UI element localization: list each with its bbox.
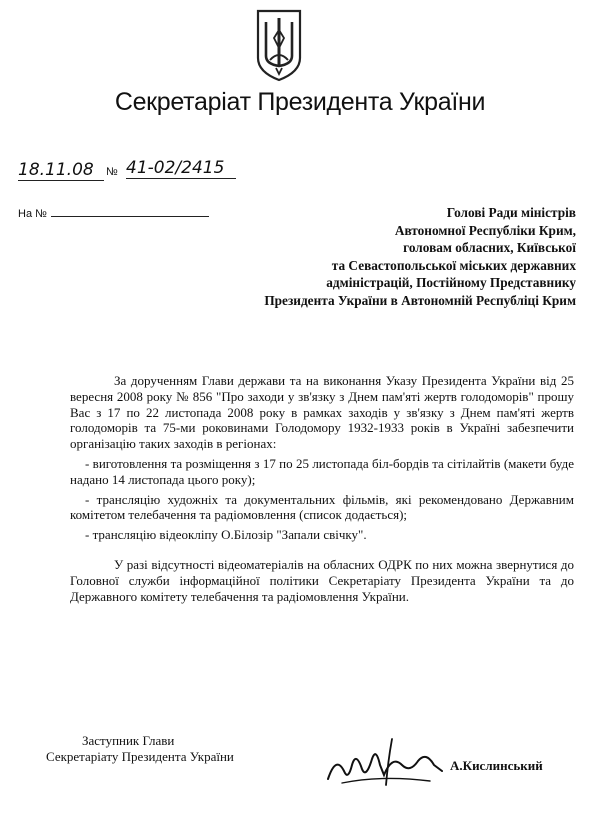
position-line: Секретаріату Президента України xyxy=(46,749,234,764)
addressee-line: головам обласних, Київської xyxy=(403,240,576,255)
addressee-line: Голові Ради міністрів xyxy=(446,205,576,220)
reference-line xyxy=(18,206,209,220)
list-item: - трансляцію відеокліпу О.Білозір "Запали свічку". xyxy=(85,527,367,543)
body-paragraph: У разі відсутності відеоматеріалів на обласних ОДРК по них можна звернутися до Головної служби інформаційної політики Секретаріату Президента України та до Державного комітету телебачення та радіомовлення України. xyxy=(70,556,574,604)
coat-of-arms-icon xyxy=(254,8,304,82)
registration-date: 18.11.08 xyxy=(18,160,104,181)
reference-label: На № xyxy=(18,208,47,220)
position-line: Заступник Глави xyxy=(82,733,175,748)
signatory-position xyxy=(46,733,234,765)
signer-name: А.Кислинський xyxy=(450,758,543,773)
body-paragraph: За дорученням Глави держави та на виконання Указу Президента України від 25 вересня 2008 року № 856 "Про заходи у зв'язку з Днем пам'яті жертв голодоморів" прошу Вас з 17 по 22 листопада 2008 року в рамках заходів у зв'язку з Днем пам'яті жертв голодоморів та 75-ми роковинами Голодомору 1932-1933 років в Україні забезпечити організацію таких заходів в регіонах: xyxy=(70,373,574,452)
letter-body xyxy=(70,373,574,604)
registration-number: 41-02/2415 xyxy=(126,158,236,179)
addressee-block xyxy=(196,204,576,309)
addressee-line: Президента України в Автономній Республіці Крим xyxy=(264,292,576,308)
list-item: - трансляцію художніх та документальних фільмів, які рекомендовано Державним комітетом телебачення та радіомовлення (список додається); xyxy=(70,491,574,523)
organization-title: Секретаріат Президента України xyxy=(114,88,486,116)
reference-blank xyxy=(51,206,209,217)
list-item: - виготовлення та розміщення з 17 по 25 листопада біл-бордів та сітілайтів (макети буде надано 14 листопада цього року); xyxy=(70,455,574,487)
addressee-line: адміністрацій, Постійному Представнику xyxy=(326,275,576,290)
registration-number-label: № xyxy=(106,166,118,178)
addressee-line: Автономної Республіки Крим, xyxy=(394,222,576,238)
addressee-line: та Севастопольської міських державних xyxy=(331,257,576,273)
handwritten-signature xyxy=(322,735,450,791)
